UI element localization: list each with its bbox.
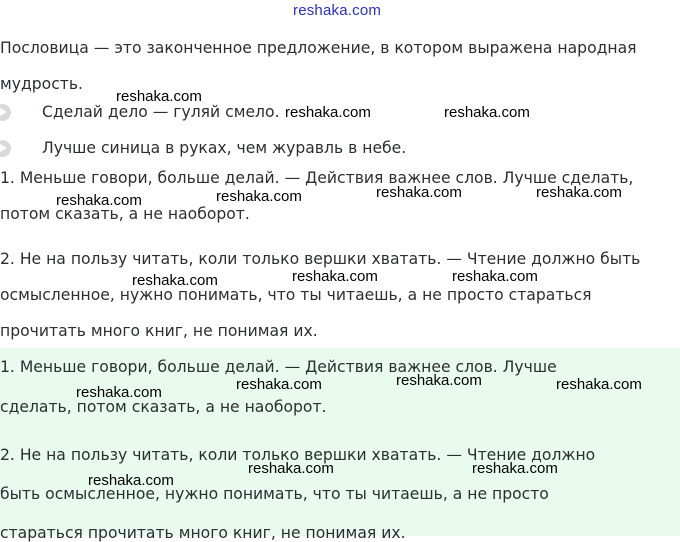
watermark: reshaka.com [132,272,218,289]
answer2-item1-line2: сделать, потом сказать, а не наоборот. [0,398,327,416]
answer1-item2-line1: 2. Не на пользу читать, коли только вершки хватать. — Чтение должно быть [0,250,641,268]
definition-line-1: Пословица — это законченное предложение, в котором выражена народная [0,39,637,57]
answer2-item2-line1: 2. Не на пользу читать, коли только вершки хватать. — Чтение должно [0,446,596,464]
play-bullet-icon [0,140,11,157]
watermark: reshaka.com [116,88,202,105]
answer1-item2-line2: осмысленное, нужно понимать, что ты читаешь, а не просто стараться [0,286,592,304]
definition-paragraph [0,30,676,102]
watermark: reshaka.com [396,372,482,389]
watermark: reshaka.com [292,268,378,285]
watermark: reshaka.com [452,268,538,285]
answer2-item2-line3: стараться прочитать много книг, не понимая их. [0,524,406,542]
play-bullet-icon [0,104,11,121]
watermark: reshaka.com [56,192,142,209]
answer1-item1-line1: 1. Меньше говори, больше делай. — Действия важнее слов. Лучше сделать, [0,169,634,187]
watermark: reshaka.com [248,460,334,477]
proverb-text: Лучше синица в руках, чем журавль в небе. [42,139,407,157]
watermark: reshaka.com [88,472,174,489]
watermark: reshaka.com [472,460,558,477]
watermark: reshaka.com [376,184,462,201]
watermark: reshaka.com [236,376,322,393]
proverb-item [0,100,280,124]
watermark: reshaka.com [76,384,162,401]
watermark: reshaka.com [216,188,302,205]
proverb-item [0,136,407,160]
answer2-item1-line1: 1. Меньше говори, больше делай. — Действия важнее слов. Лучше [0,358,557,376]
watermark: reshaka.com [444,104,530,121]
answer1-item2-line3: прочитать много книг, не понимая их. [0,322,318,340]
proverb-text: Сделай дело — гуляй смело. [42,103,280,121]
watermark: reshaka.com [536,184,622,201]
answer2-item2-line2: быть осмысленное, нужно понимать, что ты читаешь, а не просто [0,485,549,503]
watermark: reshaka.com [285,104,371,121]
site-logo[interactable]: reshaka.com [293,2,382,19]
answer1-item1-line2: потом сказать, а не наоборот. [0,205,250,223]
watermark: reshaka.com [556,376,642,393]
definition-line-2: мудрость. [0,75,84,93]
